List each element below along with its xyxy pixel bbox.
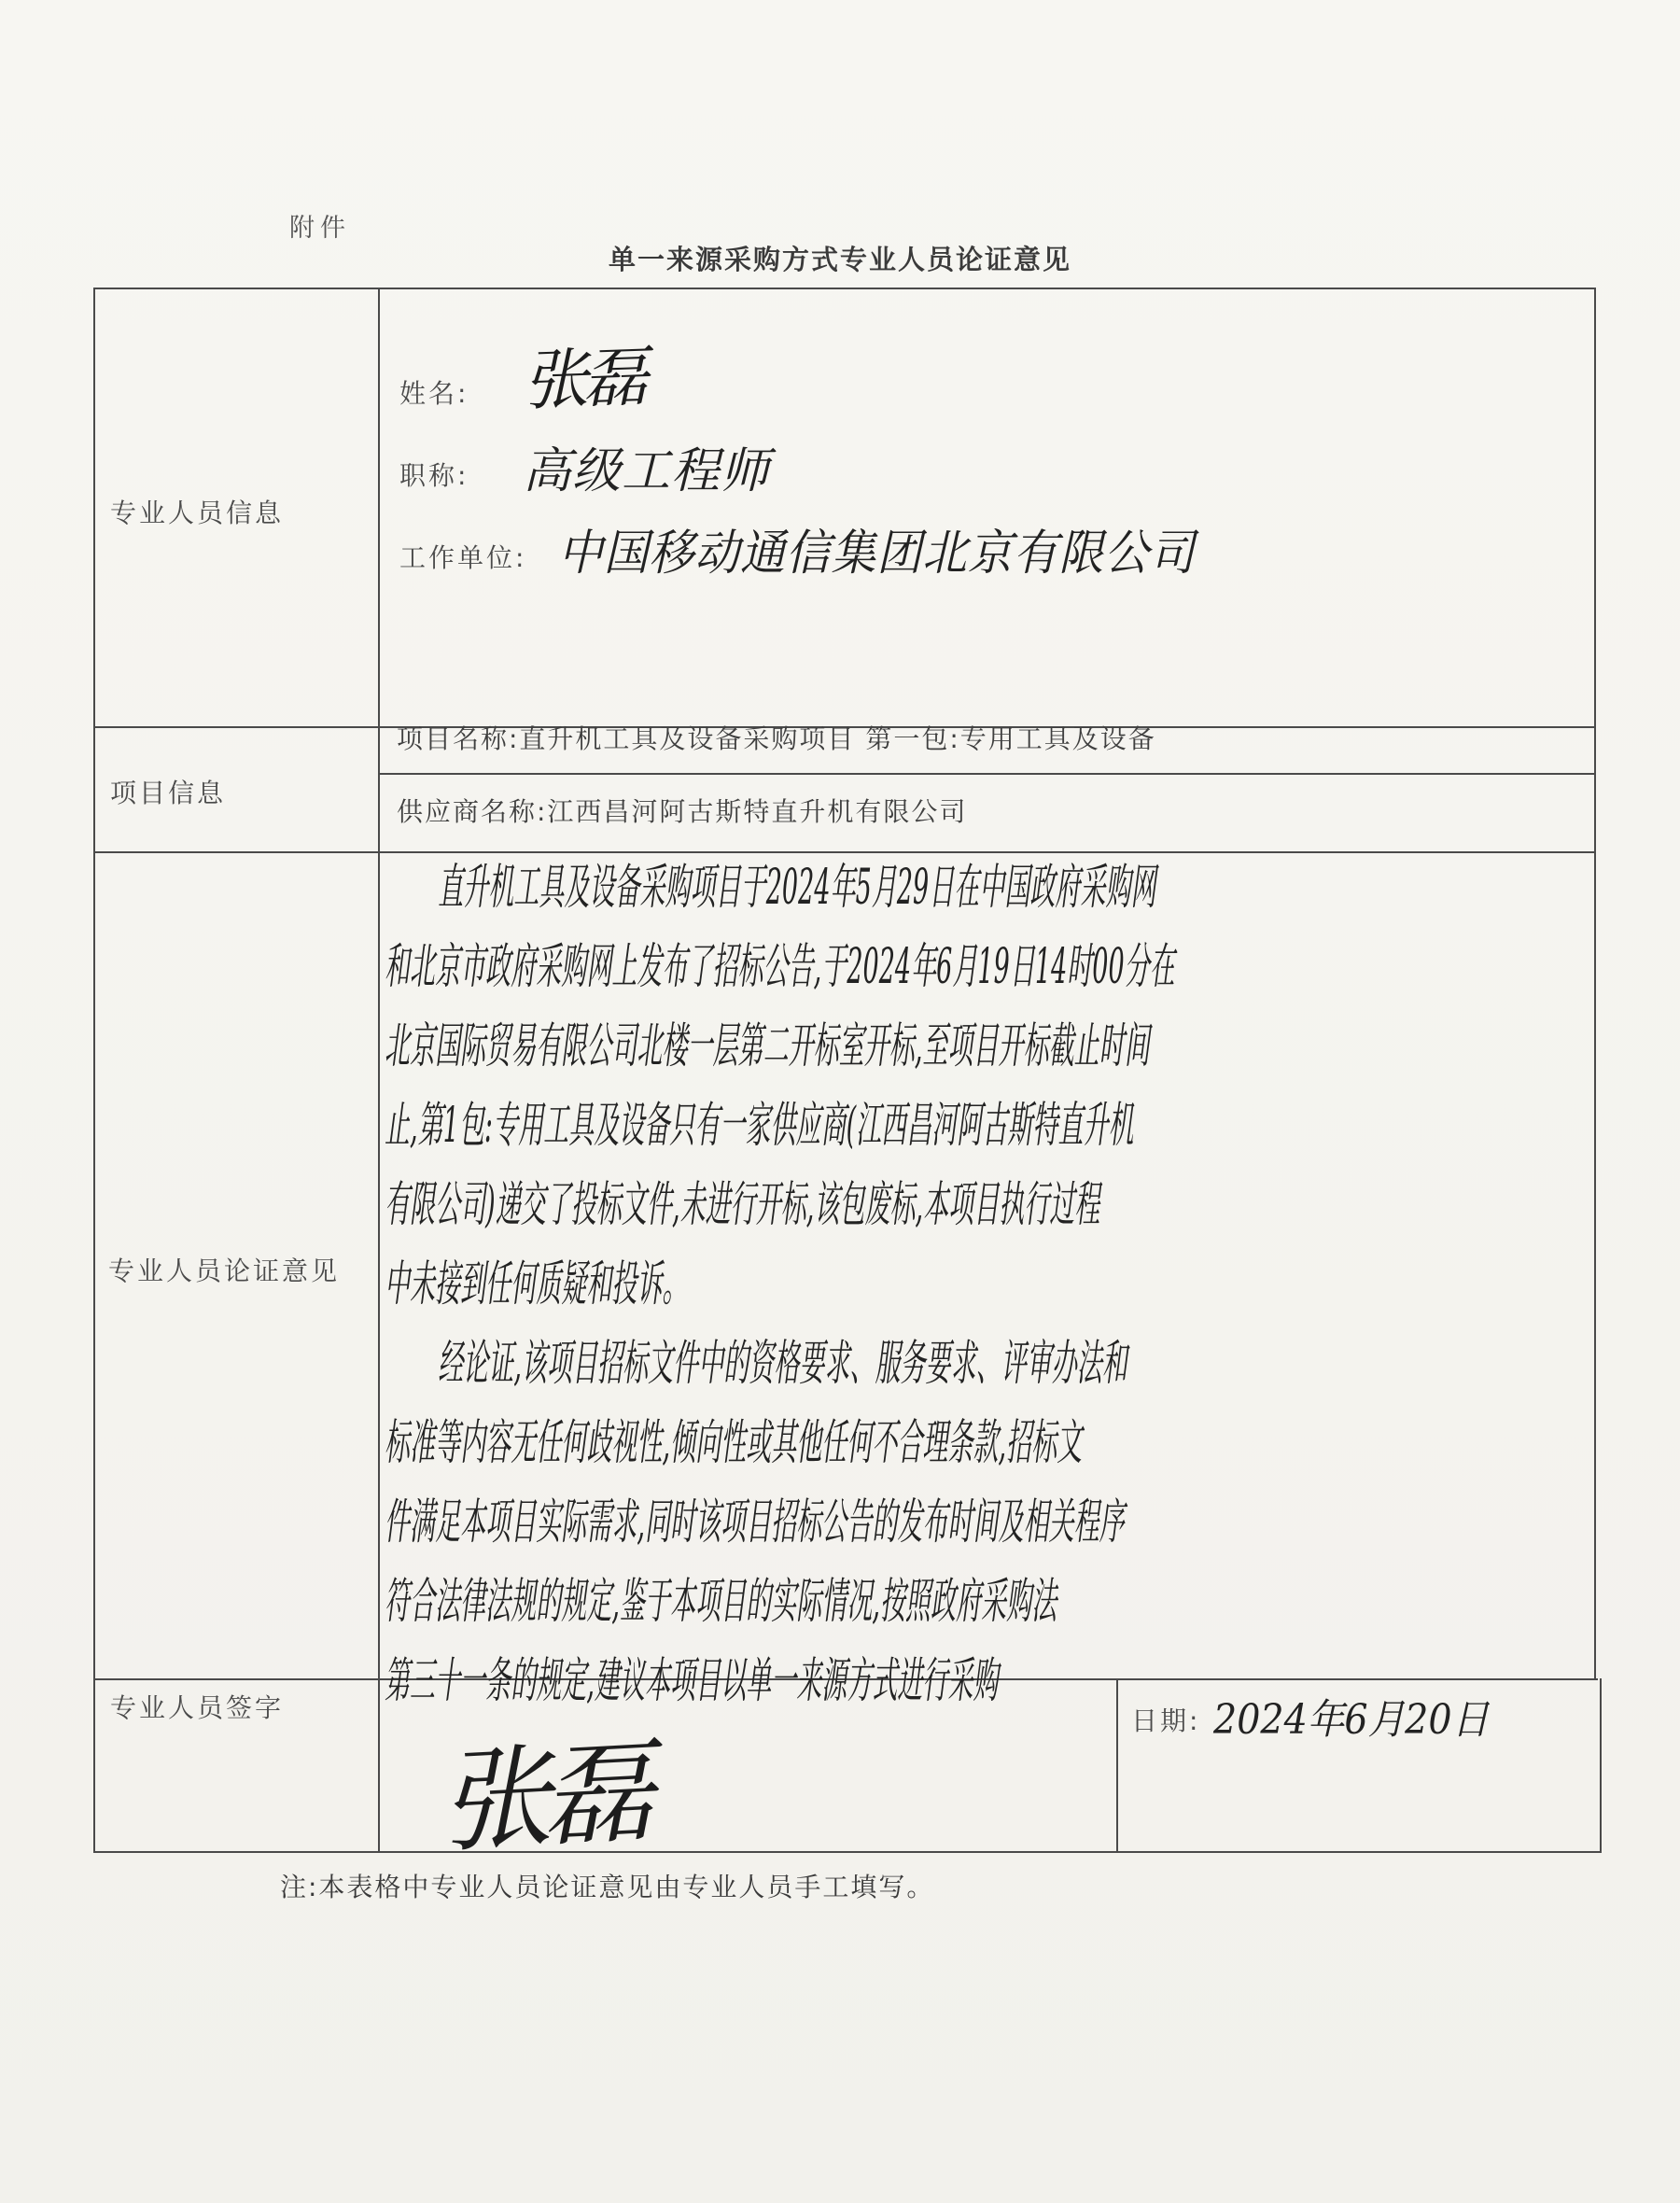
opinion-line: 符合法律法规的规定,鉴于本项目的实际情况,按照政府采购法 [385, 1574, 1057, 1630]
employer-label: 工作单位: [399, 542, 527, 573]
employer-handwritten: 中国移动通信集团北京有限公司 [558, 526, 1196, 582]
opinion-line: 止,第1包:专用工具及设备只有一家供应商(江西昌河阿古斯特直升机 [385, 1098, 1134, 1154]
table-border-left [93, 288, 95, 1853]
table-divider-project [378, 773, 1594, 775]
supplier-name-text: 供应商名称:江西昌河阿古斯特直升机有限公司 [397, 796, 968, 827]
name-label: 姓名: [399, 378, 469, 409]
opinion-line: 中未接到任何质疑和投诉。 [385, 1256, 688, 1312]
opinion-line: 有限公司)递交了投标文件,未进行开标,该包废标,本项目执行过程 [385, 1177, 1100, 1233]
opinion-line: 和北京市政府采购网上发布了招标公告,于2024年6月19日14时00分在 [385, 939, 1175, 995]
opinion-line: 第三十一条的规定,建议本项目以单一来源方式进行采购 [385, 1653, 999, 1709]
project-name-text: 项目名称:直升机工具及设备采购项目 第一包:专用工具及设备 [397, 723, 1156, 754]
date-handwritten: 2024年6月20日 [1213, 1696, 1490, 1744]
job-title-label: 职称: [399, 460, 469, 491]
name-handwritten: 张磊 [521, 338, 644, 420]
job-title-handwritten: 高级工程师 [523, 443, 771, 499]
opinion-line: 件满足本项目实际需求,同时该项目招标公告的发布时间及相关程序 [385, 1494, 1125, 1551]
attachment-label: 附件 [289, 214, 351, 243]
date-label: 日期: [1131, 1705, 1201, 1736]
opinion-label: 专业人员论证意见 [108, 1256, 341, 1286]
opinion-line: 标准等内容无任何歧视性,倾向性或其他任何不合理条款,招标文 [385, 1415, 1083, 1471]
personnel-info-label: 专业人员信息 [110, 498, 285, 528]
document-title: 单一来源采购方式专业人员论证意见 [608, 244, 1071, 275]
table-border-bottom [93, 1851, 1602, 1853]
opinion-handwritten-block [385, 848, 1607, 1709]
footnote: 注:本表格中专业人员论证意见由专业人员手工填写。 [280, 1872, 935, 1902]
project-info-label: 项目信息 [110, 778, 227, 808]
signature-label: 专业人员签字 [110, 1692, 285, 1723]
signature-handwritten: 张磊 [436, 1728, 649, 1869]
table-border-top [93, 288, 1594, 289]
table-column-divider [378, 288, 380, 1853]
opinion-line: 直升机工具及设备采购项目于2024年5月29日在中国政府采购网 [438, 860, 1156, 916]
opinion-line: 经论证,该项目招标文件中的资格要求、服务要求、评审办法和 [438, 1336, 1127, 1392]
opinion-line: 北京国际贸易有限公司北楼一层第二开标室开标,至项目开标截止时间 [385, 1018, 1150, 1074]
